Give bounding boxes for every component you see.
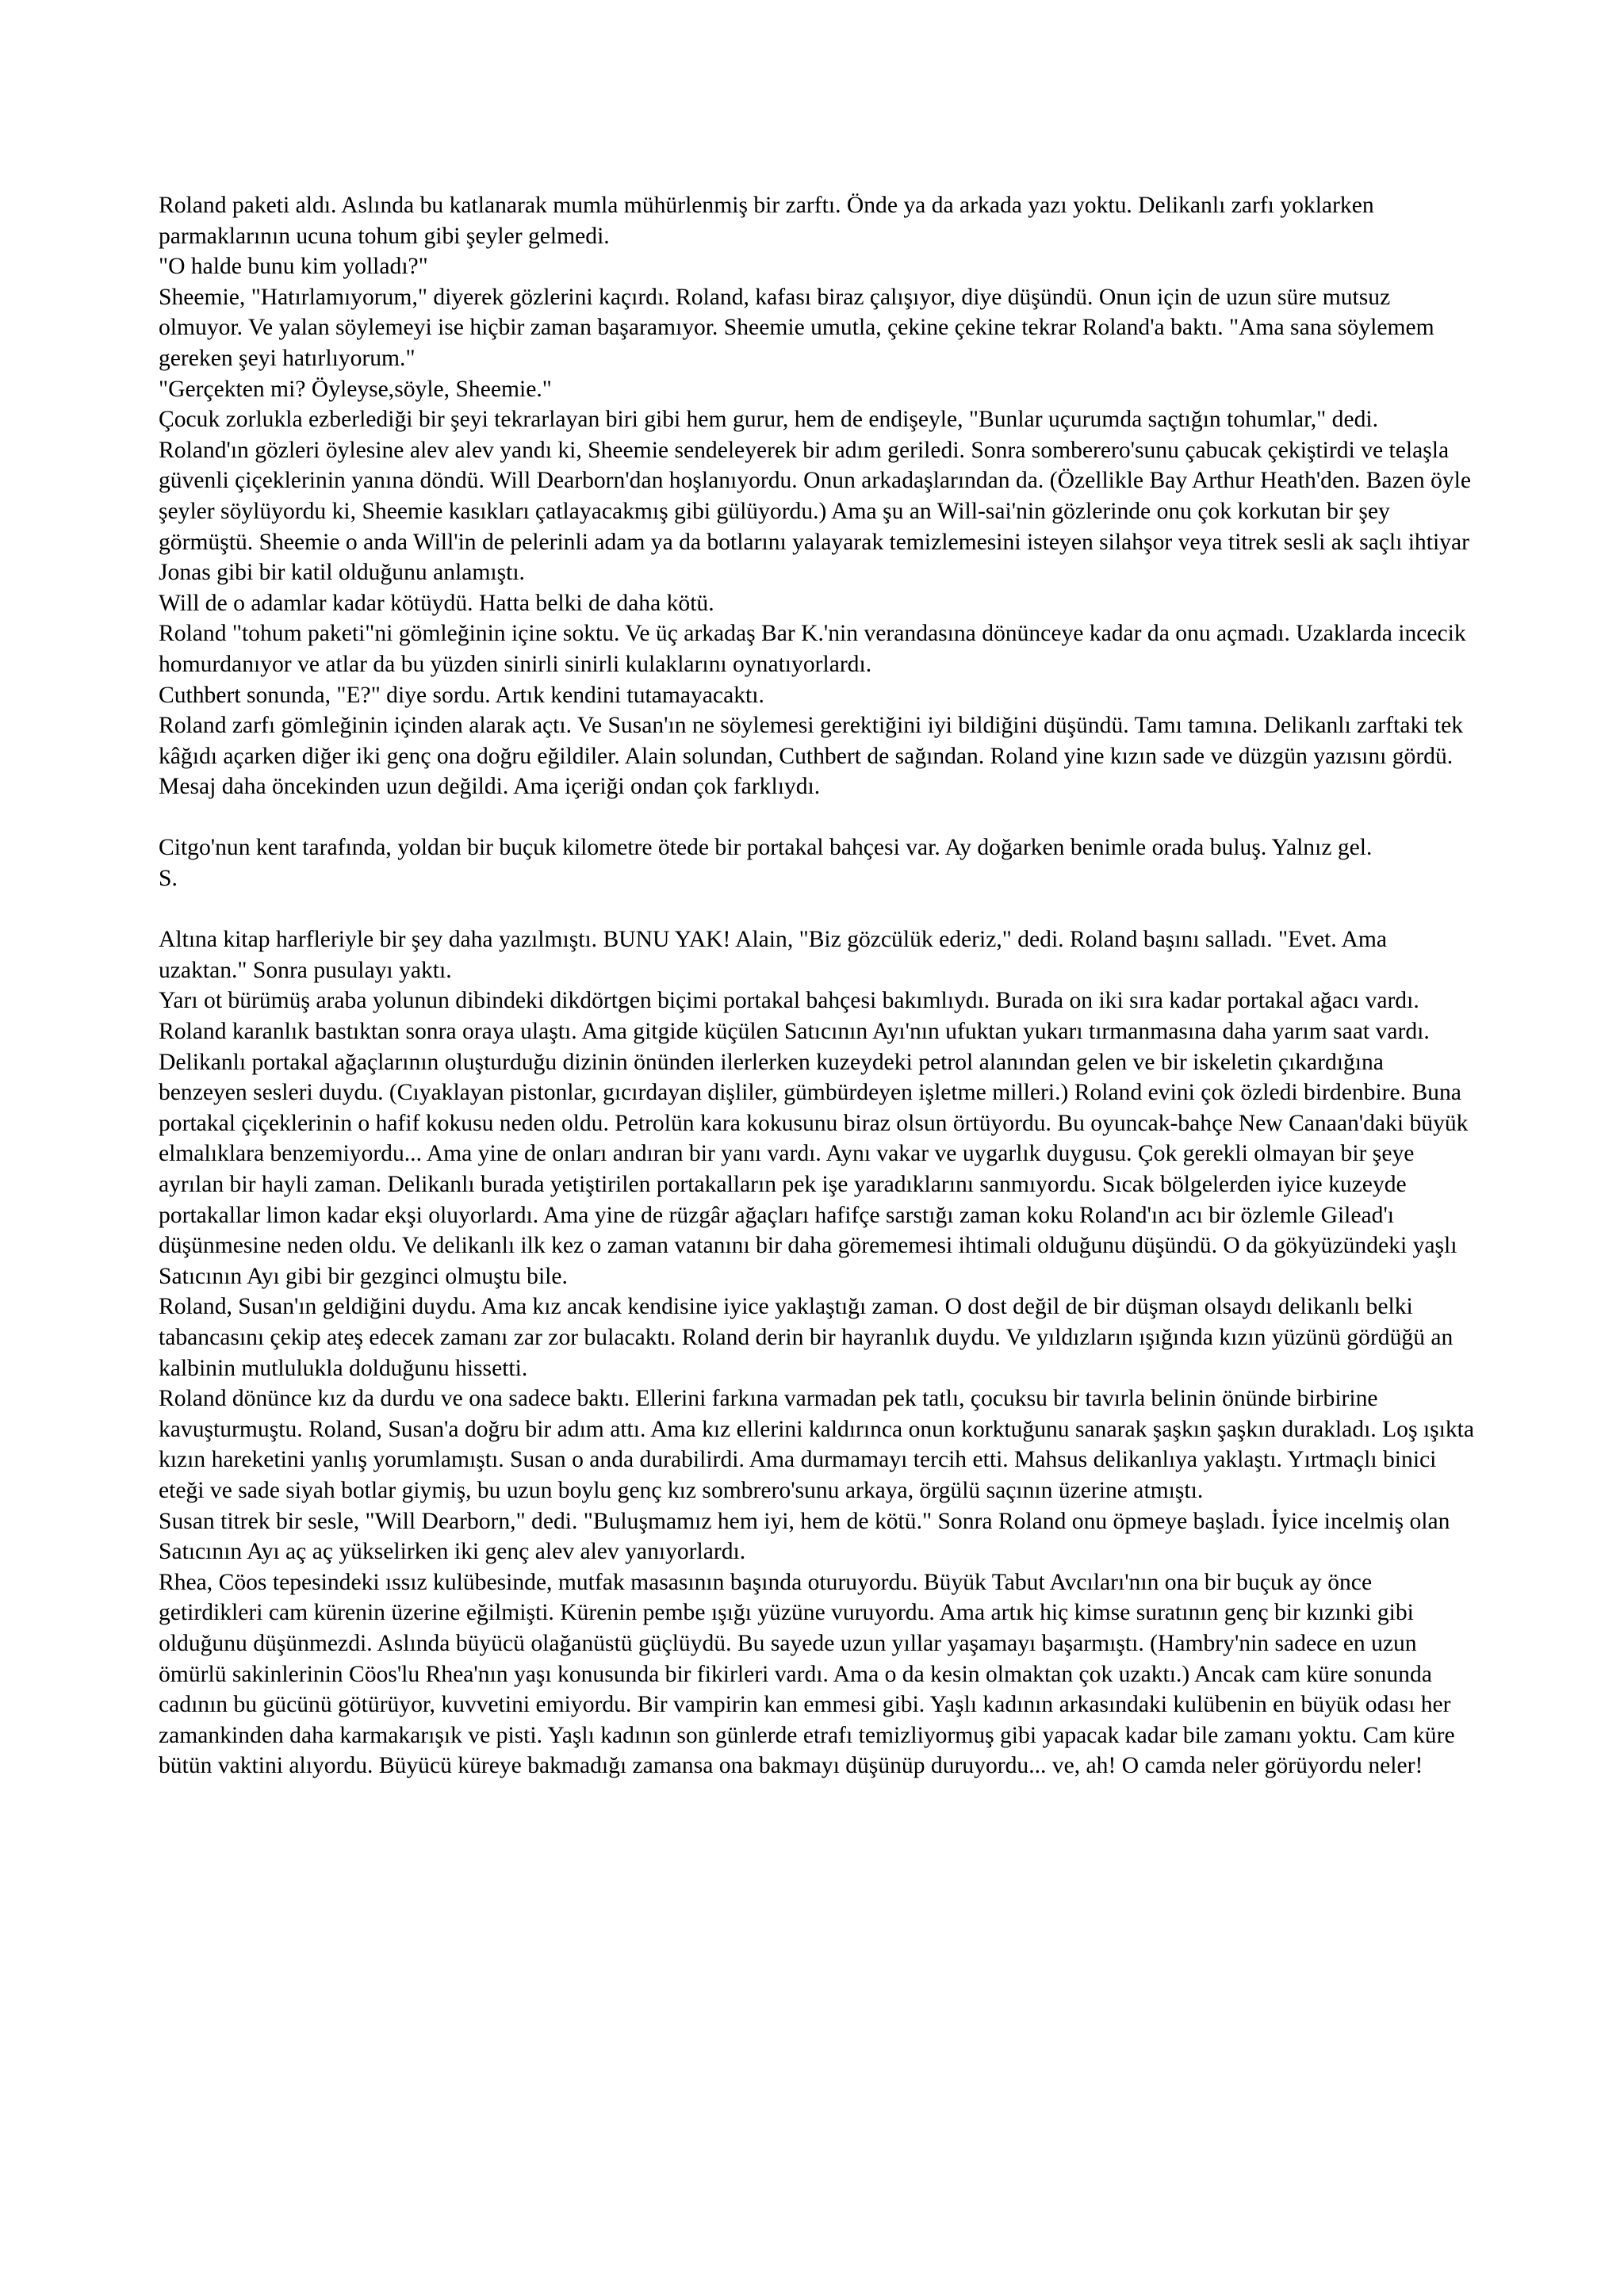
letter-body: Citgo'nun kent tarafında, yoldan bir buçuk kilometre ötede bir portakal bahçesi var. Ay doğarken benimle orada buluş. Yalnız gel. [159, 835, 1373, 861]
paragraph-5: Çocuk zorlukla ezberlediği bir şeyi tekrarlayan biri gibi hem gurur, hem de endişeyle, "Bunlar uçurumda saçtığın tohumlar," dedi. [159, 407, 1379, 433]
paragraph-10: Roland zarfı gömleğinin içinden alarak açtı. Ve Susan'ın ne söylemesi gerektiğini iyi bildiğini düşündü. Tamı tamına. Delikanlı zarftaki tek kâğıdı açarken diğer iki genç ona doğru eğildiler. Alain solundan, Cuthbert de sağından. Roland yine kızın sade ve düzgün yazısını gördü. Mesaj daha öncekinden uzun değildi. Ama içeriği ondan çok farklıydı. [159, 713, 1464, 800]
paragraph-17: Roland dönünce kız da durdu ve ona sadece baktı. Ellerini farkına varmadan pek tatlı, çocuksu bir tavırla belinin önünde birbirine kavuşturmuştu. Roland, Susan'a doğru bir adım attı. Ama kız ellerini kaldırınca onun korktuğunu sanarak şaşkın şaşkın durakladı. Loş ışıkta kızın hareketini yanlış yorumlamıştı. Susan o anda durabilirdi. Ama durmamayı tercih etti. Mahsus delikanlıya yaklaştı. Yırtmaçlı binici eteği ve sade siyah botlar giymiş, bu uzun boylu genç kız sombrero'sunu arkaya, örgülü saçının üzerine atmıştı. [159, 1386, 1474, 1503]
paragraph-3: Sheemie, "Hatırlamıyorum," diyerek gözlerini kaçırdı. Roland, kafası biraz çalışıyor, diye düşündü. Onun için de uzun süre mutsuz olmuyor. Ve yalan söylemeyi ise hiçbir zaman başaramıyor. Sheemie umutla, çekine çekine tekrar Roland'a baktı. "Ama sana söylemem gereken şeyi hatırlıyorum." [159, 284, 1434, 371]
document-page [159, 190, 1475, 1781]
paragraph-9: Cuthbert sonunda, "E?" diye sordu. Artık kendini tutamayacaktı. [159, 682, 764, 708]
paragraph-7: Will de o adamlar kadar kötüydü. Hatta belki de daha kötü. [159, 590, 714, 616]
paragraph-6: Roland'ın gözleri öylesine alev alev yandı ki, Sheemie sendeleyerek bir adım geriledi. Sonra somberero'sunu çabucak çekiştirdi ve telaşla güvenli çiçeklerinin yanına döndü. Will Dearborn'dan hoşlanıyordu. Onun arkadaşlarından da. (Özellikle Bay Arthur Heath'den. Bazen öyle şeyler söylüyordu ki, Sheemie kasıkları çatlayacakmış gibi gülüyordu.) Ama şu an Will-sai'nin gözlerinde onu çok korkutan bir şey görmüştü. Sheemie o anda Will'in de pelerinli adam ya da botlarını yalayarak temizlemesini isteyen silahşor veya titrek sesli ak saçlı ihtiyar Jonas gibi bir katil olduğunu anlamıştı. [159, 437, 1471, 586]
paragraph-4: "Gerçekten mi? Öyleyse,söyle, Sheemie." [159, 376, 552, 402]
paragraph-15: Delikanlı portakal ağaçlarının oluşturduğu dizinin önünden ilerlerken kuzeydeki petrol alanından gelen ve bir iskeletin çıkardığına benzeyen sesleri duydu. (Cıyaklayan pistonlar, gıcırdayan dişliler, gümbürdeyen işletme milleri.) Roland evini çok özledi birdenbire. Buna portakal çiçeklerinin o hafif kokusu neden oldu. Petrolün kara kokusunu biraz olsun örtüyordu. Bu oyuncak-bahçe New Canaan'daki büyük elmalıklara benzemiyordu... Ama yine de onları andıran bir yanı vardı. Aynı vakar ve uygarlık duygusu. Çok gerekli olmayan bir şeye ayrılan bir hayli zaman. Delikanlı burada yetiştirilen portakalların pek işe yaradıklarını sanmıyordu. Sıcak bölgelerden iyice kuzeyde portakallar limon kadar ekşi oluyorlardı. Ama yine de rüzgâr ağaçları hafifçe sarstığı zaman koku Roland'ın acı bir özlemle Gilead'ı düşünmesine neden oldu. Ve delikanlı ilk kez o zaman vatanını bir daha görememesi ihtimali olduğunu düşündü. O da gökyüzündeki yaşlı Satıcının Ayı gibi bir gezginci olmuştu bile. [159, 1049, 1469, 1289]
paragraph-18: Susan titrek bir sesle, "Will Dearborn," dedi. "Buluşmamız hem iyi, hem de kötü." Sonra Roland onu öpmeye başladı. İyice incelmiş olan Satıcının Ayı aç aç yükselirken iki genç alev alev yanıyorlardı. [159, 1508, 1450, 1565]
paragraph-16: Roland, Susan'ın geldiğini duydu. Ama kız ancak kendisine iyice yaklaştığı zaman. O dost değil de bir düşman olsaydı delikanlı belki tabancasını çekip ateş edecek zamanı zar zor bulacaktı. Roland derin bir hayranlık duydu. Ve yıldızların ışığında kızın yüzünü gördüğü an kalbinin mutlulukla dolduğunu hissetti. [159, 1294, 1454, 1381]
paragraph-19: Rhea, Cöos tepesindeki ıssız kulübesinde, mutfak masasının başında oturuyordu. Büyük Tabut Avcıları'nın ona bir buçuk ay önce getirdikleri cam kürenin üzerine eğilmişti. Kürenin pembe ışığı yüzüne vuruyordu. Ama artık hiç kimse suratının genç bir kızınki gibi olduğunu düşünmezdi. Aslında büyücü olağanüstü güçlüydü. Bu sayede uzun yıllar yaşamayı başarmıştı. (Hambry'nin sadece en uzun ömürlü sakinlerinin Cöos'lu Rhea'nın yaşı konusunda bir fikirleri vardı. Ama o da kesin olmaktan çok uzaktı.) Ancak cam küre sonunda cadının bu gücünü götürüyor, kuvvetini emiyordu. Bir vampirin kan emmesi gibi. Yaşlı kadının arkasındaki kulübenin en büyük odası her zamankinden daha karmakarışık ve pisti. Yaşlı kadının son günlerde etrafı temizliyormuş gibi yapacak kadar bile zamanı yoktu. Cam küre bütün vaktini alıyordu. Büyücü küreye bakmadığı zamansa ona bakmayı düşünüp duruyordu... ve, ah! O camda neler görüyordu neler! [159, 1569, 1455, 1779]
paragraph-1: Roland paketi aldı. Aslında bu katlanarak mumla mühürlenmiş bir zarftı. Önde ya da arkada yazı yoktu. Delikanlı zarfı yoklarken parmaklarının ucuna tohum gibi şeyler gelmedi. [159, 193, 1374, 249]
paragraph-8: Roland "tohum paketi"ni gömleğinin içine soktu. Ve üç arkadaş Bar K.'nin verandasına dönünceye kadar da onu açmadı. Uzaklarda incecik homurdanıyor ve atlar da bu yüzden sinirli sinirli kulaklarını oynatıyorlardı. [159, 621, 1466, 677]
paragraph-14: Yarı ot bürümüş araba yolunun dibindeki dikdörtgen biçimi portakal bahçesi bakımlıydı. Burada on iki sıra kadar portakal ağacı vardı. Roland karanlık bastıktan sonra oraya ulaştı. Ama gitgide küçülen Satıcının Ayı'nın ufuktan yukarı tırmanmasına daha yarım saat vardı. [159, 988, 1430, 1045]
paragraph-2: "O halde bunu kim yolladı?" [159, 254, 428, 280]
paragraph-13: Altına kitap harfleriyle bir şey daha yazılmıştı. BUNU YAK! Alain, "Biz gözcülük ederiz," dedi. Roland başını salladı. "Evet. Ama uzaktan." Sonra pusulayı yaktı. [159, 927, 1387, 983]
letter-signature: S. [159, 866, 178, 892]
